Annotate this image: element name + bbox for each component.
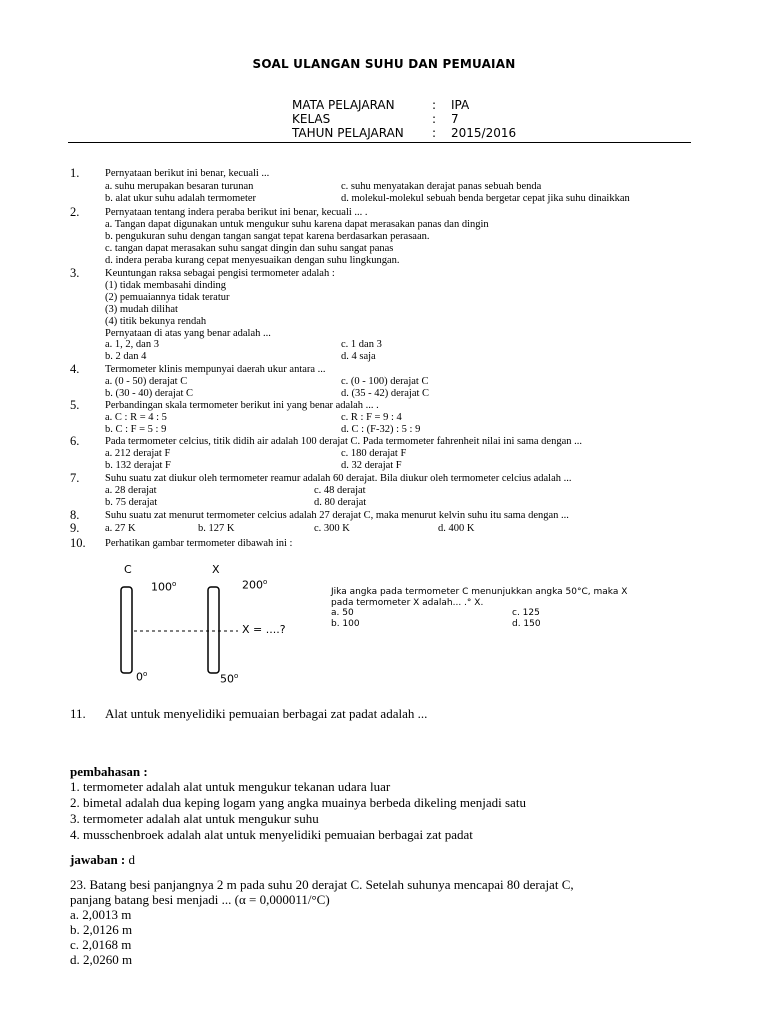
- meta-value: 2015/2016: [451, 126, 517, 140]
- option-c: c. 1 dan 3: [341, 339, 382, 350]
- c-top-number: 100: [151, 580, 172, 594]
- option-d: d. 150: [512, 619, 541, 629]
- question-prompt: Pernyataan di atas yang benar adalah ...: [105, 328, 271, 339]
- option-c: c. 300 K: [314, 523, 350, 534]
- meta-sep: :: [432, 126, 437, 140]
- question-text: Termometer klinis mempunyai daerah ukur antara ...: [105, 364, 326, 375]
- question-text: Keuntungan raksa sebagai pengisi termometer adalah :: [105, 268, 335, 279]
- x-query-label: X = ....?: [242, 623, 286, 636]
- option-b: b. 2 dan 4: [105, 351, 147, 362]
- option-c: c. 180 derajat F: [341, 448, 407, 459]
- question-number: 10.: [70, 536, 86, 550]
- meta-value: 7: [451, 112, 459, 126]
- meta-sep: :: [432, 98, 437, 112]
- statement: (1) tidak membasahi dinding: [105, 280, 227, 291]
- option-a: a. 1, 2, dan 3: [105, 339, 159, 350]
- thermometer-x-tube: [208, 587, 219, 673]
- question-number: 4.: [70, 362, 80, 376]
- question-number: 8.: [70, 508, 80, 522]
- question-text: Perhatikan gambar termometer dibawah ini :: [105, 538, 293, 549]
- option-a: a. C : R = 4 : 5: [105, 412, 167, 423]
- option-b: b. alat ukur suhu adalah termometer: [105, 193, 257, 204]
- option-a: a. 2,0013 m: [70, 907, 132, 922]
- question-number: 11.: [70, 706, 86, 721]
- statement: (2) pemuaiannya tidak teratur: [105, 292, 230, 303]
- question-text: Pernyataan berikut ini benar, kecuali ...: [105, 168, 270, 179]
- option-d: d. 400 K: [438, 523, 475, 534]
- option-b: b. C : F = 5 : 9: [105, 424, 167, 435]
- option-d: d. indera peraba kurang cepat menyesuaikan dengan suhu lingkungan.: [105, 255, 400, 266]
- option-c: c. (0 - 100) derajat C: [341, 376, 429, 387]
- figure-question-line2: pada termometer X adalah... .° X.: [331, 598, 484, 608]
- option-a: a. 212 derajat F: [105, 448, 171, 459]
- option-b: b. 132 derajat F: [105, 460, 171, 471]
- option-c: c. 125: [512, 608, 540, 618]
- pembahasan-item: 4. musschenbroek adalah alat untuk menyelidiki pemuaian berbagai zat padat: [70, 827, 473, 842]
- meta-key: KELAS: [292, 112, 331, 126]
- option-a: a. suhu merupakan besaran turunan: [105, 181, 254, 192]
- option-b: b. (30 - 40) derajat C: [105, 388, 194, 399]
- option-b: b. 75 derajat: [105, 497, 158, 508]
- degree-sign: o: [263, 578, 268, 586]
- figure-question-line1: Jika angka pada termometer C menunjukkan angka 50°C, maka X: [331, 587, 628, 597]
- option-d: d. 32 derajat F: [341, 460, 402, 471]
- option-c: c. suhu menyatakan derajat panas sebuah benda: [341, 181, 542, 192]
- option-b: b. pengukuran suhu dengan tangan sangat tepat karena berdasarkan perasaan.: [105, 231, 430, 242]
- option-a: a. (0 - 50) derajat C: [105, 376, 188, 387]
- c-top-value: [151, 580, 176, 594]
- option-a: a. 50: [331, 608, 354, 618]
- option-b: b. 2,0126 m: [70, 922, 133, 937]
- question-number: 3.: [70, 266, 80, 280]
- c-bottom-number: 0: [136, 670, 143, 684]
- option-a: a. 27 K: [105, 523, 136, 534]
- x-top-value: [242, 578, 267, 592]
- thermometer-c-label: C: [124, 563, 132, 576]
- option-c: c. tangan dapat merasakan suhu sangat dingin dan suhu sangat panas: [105, 243, 394, 254]
- option-b: b. 127 K: [198, 523, 235, 534]
- question-text: Pernyataan tentang indera peraba berikut ini benar, kecuali ... .: [105, 207, 368, 218]
- thermometer-c-tube: [121, 587, 132, 673]
- question-number: 9.: [70, 521, 80, 535]
- c-bottom-value: [136, 670, 147, 684]
- option-c: c. 48 derajat: [314, 485, 366, 496]
- jawaban-value: d: [128, 852, 136, 867]
- pembahasan-item: 3. termometer adalah alat untuk mengukur suhu: [70, 811, 319, 826]
- option-d: d. 80 derajat: [314, 497, 367, 508]
- document-title: SOAL ULANGAN SUHU DAN PEMUAIAN: [252, 57, 516, 71]
- pembahasan-item: 2. bimetal adalah dua keping logam yang angka muainya berbeda dikeling menjadi satu: [70, 795, 526, 810]
- jawaban-line: [70, 852, 135, 867]
- option-d: d. C : (F-32) : 5 : 9: [341, 424, 421, 435]
- pembahasan-heading: pembahasan :: [70, 764, 148, 779]
- question-23-text-line1: 23. Batang besi panjangnya 2 m pada suhu 20 derajat C. Setelah suhunya mencapai 80 derajat C,: [70, 877, 574, 892]
- question-number: 5.: [70, 398, 80, 412]
- meta-value: IPA: [451, 98, 470, 112]
- question-text: Pada termometer celcius, titik didih air adalah 100 derajat C. Pada termometer fahrenheit nilai ini sama dengan ...: [105, 436, 583, 447]
- option-a: a. Tangan dapat digunakan untuk mengukur suhu karena dapat merasakan panas dan dingin: [105, 219, 489, 230]
- option-a: a. 28 derajat: [105, 485, 157, 496]
- question-text: Perbandingan skala termometer berikut ini yang benar adalah ... .: [105, 400, 379, 411]
- x-top-number: 200: [242, 578, 263, 592]
- jawaban-label: jawaban :: [70, 852, 126, 867]
- pembahasan-item: 1. termometer adalah alat untuk mengukur tekanan udara luar: [70, 779, 391, 794]
- question-number: 2.: [70, 205, 80, 219]
- meta-key: MATA PELAJARAN: [292, 98, 395, 112]
- meta-sep: :: [432, 112, 437, 126]
- option-c: c. R : F = 9 : 4: [341, 412, 402, 423]
- question-text: Suhu suatu zat diukur oleh termometer reamur adalah 60 derajat. Bila diukur oleh termometer celcius adalah ...: [105, 473, 572, 484]
- meta-key: TAHUN PELAJARAN: [292, 126, 404, 140]
- thermometer-x-label: X: [212, 563, 220, 576]
- degree-sign: o: [234, 672, 239, 680]
- question-number: 1.: [70, 166, 80, 180]
- question-number: 6.: [70, 434, 80, 448]
- question-23-text-line2: panjang batang besi menjadi ... (α = 0,000011/°C): [70, 892, 330, 907]
- option-d: d. molekul-molekul sebuah benda bergetar cepat jika suhu dinaikkan: [341, 193, 630, 204]
- x-bottom-number: 50: [220, 672, 234, 686]
- x-bottom-value: [220, 672, 238, 686]
- statement: (4) titik bekunya rendah: [105, 316, 207, 327]
- statement: (3) mudah dilihat: [105, 304, 178, 315]
- question-number: 7.: [70, 471, 80, 485]
- header-divider: [68, 142, 691, 143]
- option-c: c. 2,0168 m: [70, 937, 132, 952]
- degree-sign: o: [172, 580, 177, 588]
- option-d: d. 4 saja: [341, 351, 376, 362]
- question-text: Alat untuk menyelidiki pemuaian berbagai zat padat adalah ...: [105, 706, 428, 721]
- option-d: d. 2,0260 m: [70, 952, 133, 967]
- degree-sign: o: [143, 670, 148, 678]
- option-b: b. 100: [331, 619, 360, 629]
- question-text: Suhu suatu zat menurut termometer celcius adalah 27 derajat C, maka menurut kelvin suhu itu sama dengan ...: [105, 510, 569, 521]
- option-d: d. (35 - 42) derajat C: [341, 388, 430, 399]
